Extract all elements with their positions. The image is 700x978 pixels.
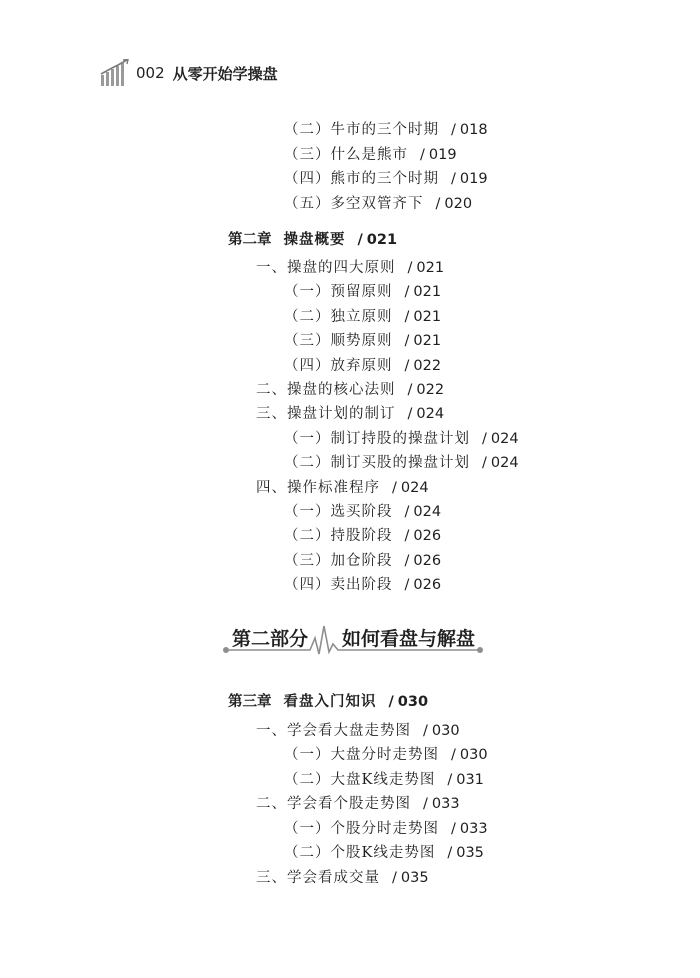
toc-entry	[284, 192, 472, 213]
toc-entry	[284, 573, 441, 594]
toc-separator: /	[407, 406, 413, 422]
toc-section	[256, 866, 429, 887]
chapter-title: 看盘入门知识	[283, 694, 377, 710]
toc-separator: /	[451, 171, 456, 187]
toc-entry-page: 035	[456, 845, 484, 861]
toc-separator: /	[407, 382, 413, 398]
toc-entry-label: （五）多空双管齐下	[284, 196, 424, 212]
toc-entry-label: （四）卖出阶段	[284, 577, 393, 593]
toc-entry	[284, 817, 488, 838]
toc-separator: /	[392, 480, 397, 496]
toc-separator: /	[404, 553, 410, 569]
toc-separator: /	[404, 504, 410, 520]
toc-separator: /	[357, 232, 363, 248]
toc-entry-page: 035	[400, 870, 429, 886]
toc-entry-page: 024	[400, 480, 429, 496]
toc-entry	[284, 768, 484, 789]
chapter-title: 操盘概要	[283, 232, 346, 248]
toc-entry-label: （三）加仓阶段	[284, 553, 393, 569]
toc-separator: /	[404, 309, 410, 325]
toc-separator: /	[404, 577, 410, 593]
toc-entry-page: 022	[416, 382, 445, 398]
toc-entry-label: （二）大盘K线走势图	[284, 772, 436, 788]
toc-section	[256, 256, 444, 277]
toc-chapter	[228, 228, 397, 249]
toc-entry-page: 030	[459, 747, 488, 763]
toc-entry-page: 024	[416, 406, 445, 422]
toc-entry-label: （二）个股K线走势图	[284, 845, 436, 861]
toc-separator: /	[404, 333, 410, 349]
toc-entry-page: 022	[413, 358, 442, 374]
toc-entry	[284, 118, 488, 139]
toc-separator: /	[482, 431, 487, 447]
toc-entry-label: （二）制订买股的操盘计划	[284, 455, 470, 471]
toc-entry-page: 033	[459, 821, 488, 837]
page-number: 002	[136, 64, 165, 82]
toc-separator: /	[451, 747, 456, 763]
toc-entry	[284, 524, 441, 545]
toc-entry-label: （一）选买阶段	[284, 504, 393, 520]
toc-entry-label: （四）熊市的三个时期	[284, 171, 439, 187]
part-number: 第二部分	[232, 628, 309, 650]
toc-separator: /	[388, 694, 394, 710]
toc-entry-label: （二）牛市的三个时期	[284, 122, 439, 138]
toc-entry-page: 024	[413, 504, 442, 520]
toc-separator: /	[447, 772, 453, 788]
toc-section	[256, 792, 460, 813]
toc-entry	[284, 549, 441, 570]
toc-separator: /	[451, 821, 456, 837]
toc-entry-page: 020	[444, 196, 473, 212]
toc-entry	[284, 427, 519, 448]
toc-entry-page: 019	[428, 147, 457, 163]
toc-entry-label: 二、操盘的核心法则	[256, 382, 396, 398]
toc-entry-label: 一、操盘的四大原则	[256, 260, 396, 276]
toc-separator: /	[404, 284, 410, 300]
toc-separator: /	[404, 358, 410, 374]
toc-entry-label: （一）大盘分时走势图	[284, 747, 439, 763]
toc-entry-page: 026	[413, 553, 442, 569]
toc-section	[256, 719, 460, 740]
toc-entry	[284, 329, 441, 350]
toc-entry-label: 三、操盘计划的制订	[256, 406, 396, 422]
toc-entry-page: 024	[490, 431, 519, 447]
toc-entry	[284, 354, 441, 375]
running-header	[100, 58, 278, 88]
toc-entry-label: （二）持股阶段	[284, 528, 393, 544]
toc-separator: /	[435, 196, 441, 212]
toc-entry	[284, 305, 441, 326]
toc-entry-label: （四）放弃原则	[284, 358, 393, 374]
toc-separator: /	[451, 122, 456, 138]
toc-entry-page: 021	[413, 333, 442, 349]
toc-entry-page: 021	[413, 309, 442, 325]
toc-entry-label: 二、学会看个股走势图	[256, 796, 411, 812]
toc-entry-page: 030	[397, 694, 429, 710]
toc-separator: /	[482, 455, 487, 471]
toc-section	[256, 476, 429, 497]
toc-entry-label: （一）个股分时走势图	[284, 821, 439, 837]
toc-entry-page: 033	[431, 796, 460, 812]
toc-entry-page: 019	[459, 171, 488, 187]
toc-entry	[284, 841, 484, 862]
toc-entry-page: 021	[416, 260, 445, 276]
toc-entry-page: 024	[490, 455, 519, 471]
toc-entry	[284, 743, 488, 764]
toc-entry-page: 031	[456, 772, 484, 788]
chapter-number: 第三章	[228, 694, 272, 710]
toc-separator: /	[423, 723, 428, 739]
toc-entry-label: （一）制订持股的操盘计划	[284, 431, 470, 447]
toc-entry-label: （三）顺势原则	[284, 333, 393, 349]
toc-section	[256, 378, 444, 399]
toc-chapter	[228, 690, 428, 711]
toc-entry-label: （一）预留原则	[284, 284, 393, 300]
part-title: 如何看盘与解盘	[342, 628, 476, 650]
toc-entry	[284, 280, 441, 301]
toc-separator: /	[447, 845, 453, 861]
toc-separator: /	[423, 796, 428, 812]
toc-separator: /	[420, 147, 425, 163]
chapter-number: 第二章	[228, 232, 272, 248]
toc-entry-label: 一、学会看大盘走势图	[256, 723, 411, 739]
toc-separator: /	[404, 528, 410, 544]
toc-entry	[284, 500, 441, 521]
toc-entry	[284, 451, 519, 472]
part-banner	[222, 614, 486, 664]
toc-entry-label: 四、操作标准程序	[256, 480, 380, 496]
toc-entry-label: （三）什么是熊市	[284, 147, 408, 163]
toc-section	[256, 402, 444, 423]
toc-entry-label: （二）独立原则	[284, 309, 393, 325]
toc-entry-page: 026	[413, 528, 442, 544]
toc-entry	[284, 143, 457, 164]
toc-entry-page: 030	[431, 723, 460, 739]
toc-entry-page: 021	[366, 232, 398, 248]
bar-chart-logo-icon	[100, 59, 130, 87]
toc-entry-page: 021	[413, 284, 442, 300]
book-title: 从零开始学操盘	[172, 64, 278, 83]
toc-entry-label: 三、学会看成交量	[256, 870, 380, 886]
toc-separator: /	[392, 870, 397, 886]
toc-entry-page: 018	[459, 122, 488, 138]
toc-entry	[284, 167, 488, 188]
toc-entry-page: 026	[413, 577, 442, 593]
toc-separator: /	[407, 260, 413, 276]
